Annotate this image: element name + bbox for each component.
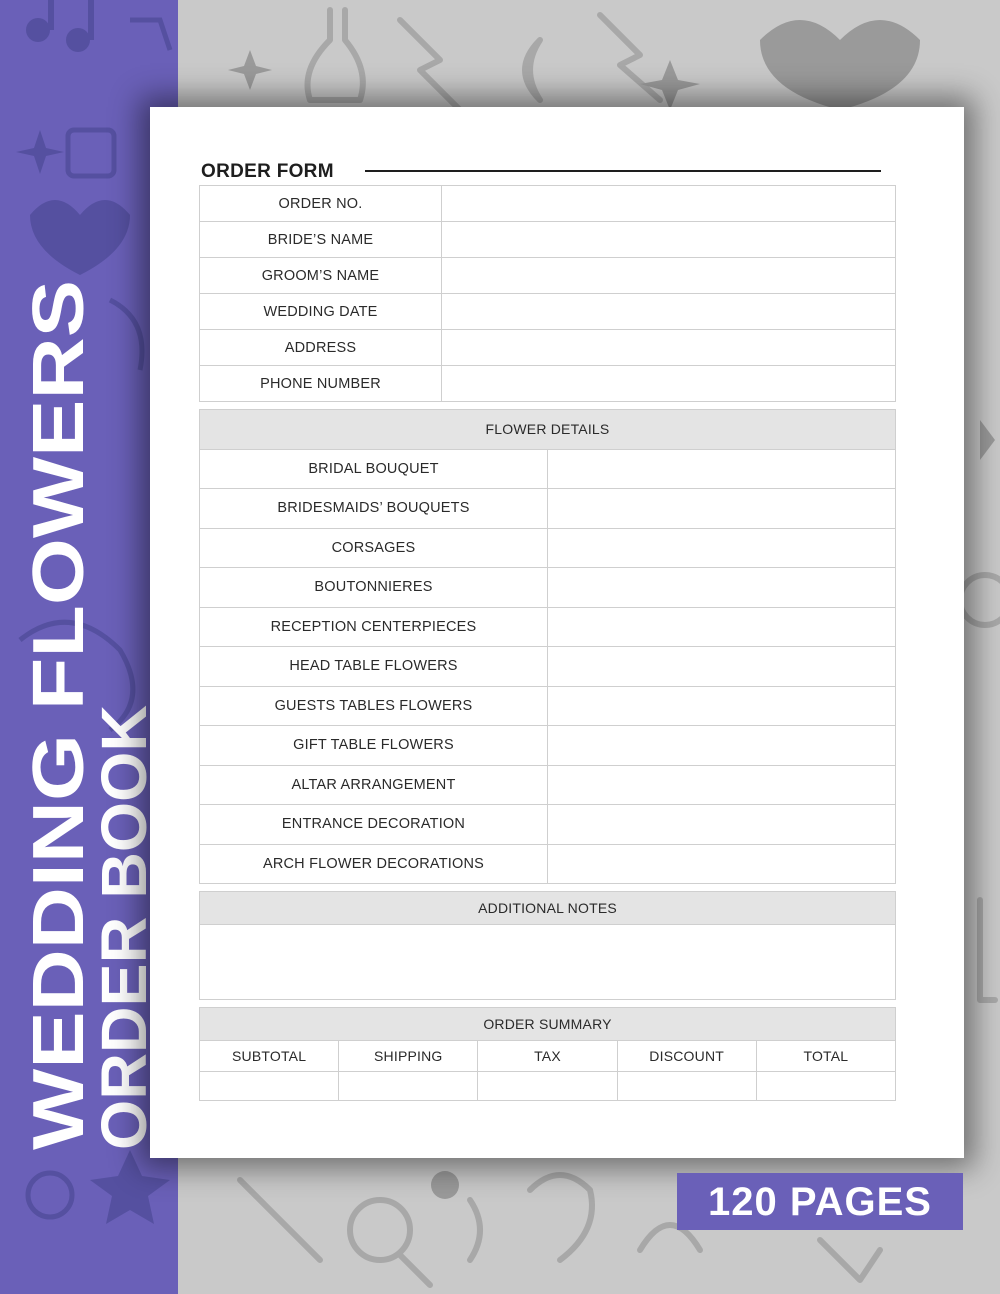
- field-label: ENTRANCE DECORATION: [200, 805, 548, 845]
- order-summary-table: [199, 1007, 896, 1101]
- table-row: [200, 294, 896, 330]
- cover-title-line2: ORDER BOOK: [88, 709, 160, 1150]
- moon-icon: [525, 40, 540, 100]
- table-row: [200, 568, 896, 608]
- additional-notes-field[interactable]: [200, 925, 896, 1000]
- boutonnieres-field[interactable]: [548, 568, 896, 608]
- total-field[interactable]: [756, 1072, 895, 1101]
- cover-title-line1: WEDDING FLOWERS: [19, 422, 99, 1150]
- bride-name-field[interactable]: [442, 222, 896, 258]
- tax-field[interactable]: [478, 1072, 617, 1101]
- groom-name-field[interactable]: [442, 258, 896, 294]
- field-label: HEAD TABLE FLOWERS: [200, 647, 548, 687]
- field-label: BRIDAL BOUQUET: [200, 449, 548, 489]
- phone-icon: [530, 1175, 592, 1260]
- section-header-row: [200, 1008, 896, 1041]
- tax-column-header: TAX: [478, 1041, 617, 1072]
- table-row: [200, 844, 896, 884]
- dot-icon: [431, 1171, 459, 1199]
- title-divider: [365, 170, 881, 172]
- head-table-flowers-field[interactable]: [548, 647, 896, 687]
- table-row: [200, 330, 896, 366]
- order-no-field[interactable]: [442, 186, 896, 222]
- sparkle-icon: [640, 60, 700, 110]
- flower-details-table: [199, 409, 896, 884]
- form-title-row: [199, 157, 897, 185]
- table-row: [200, 607, 896, 647]
- sparkle-icon: [228, 50, 272, 90]
- subtotal-field[interactable]: [200, 1072, 339, 1101]
- field-label: CORSAGES: [200, 528, 548, 568]
- page-count-badge: 120 PAGES: [677, 1173, 963, 1230]
- address-field[interactable]: [442, 330, 896, 366]
- section-header-row: [200, 892, 896, 925]
- field-label: GUESTS TABLES FLOWERS: [200, 686, 548, 726]
- summary-values-row: [200, 1072, 896, 1101]
- arch-flower-decorations-field[interactable]: [548, 844, 896, 884]
- bottle-icon: [980, 900, 995, 1000]
- bottle-icon: [308, 10, 363, 100]
- table-row: [200, 449, 896, 489]
- total-column-header: TOTAL: [756, 1041, 895, 1072]
- circle-icon: [960, 575, 1000, 625]
- table-row: [200, 805, 896, 845]
- table-row: [200, 686, 896, 726]
- field-label: BOUTONNIERES: [200, 568, 548, 608]
- table-row: [200, 222, 896, 258]
- phone-number-field[interactable]: [442, 366, 896, 402]
- wedding-date-field[interactable]: [442, 294, 896, 330]
- shipping-column-header: SHIPPING: [339, 1041, 478, 1072]
- order-form-page: [150, 107, 964, 1158]
- field-label: GROOM’S NAME: [200, 258, 442, 294]
- lightning-icon: [600, 15, 660, 100]
- corsages-field[interactable]: [548, 528, 896, 568]
- table-row: [200, 366, 896, 402]
- discount-column-header: DISCOUNT: [617, 1041, 756, 1072]
- entrance-decoration-field[interactable]: [548, 805, 896, 845]
- table-row: [200, 186, 896, 222]
- field-label: GIFT TABLE FLOWERS: [200, 726, 548, 766]
- section-header-row: [200, 410, 896, 450]
- guests-tables-flowers-field[interactable]: [548, 686, 896, 726]
- order-summary-header: ORDER SUMMARY: [200, 1008, 896, 1041]
- lightning-icon: [400, 20, 460, 110]
- table-row: [200, 258, 896, 294]
- order-info-table: [199, 185, 896, 402]
- table-row: [200, 925, 896, 1000]
- flower-details-header: FLOWER DETAILS: [200, 410, 896, 450]
- field-label: WEDDING DATE: [200, 294, 442, 330]
- field-label: ADDRESS: [200, 330, 442, 366]
- field-label: ALTAR ARRANGEMENT: [200, 765, 548, 805]
- summary-columns-row: [200, 1041, 896, 1072]
- shipping-field[interactable]: [339, 1072, 478, 1101]
- table-row: [200, 726, 896, 766]
- discount-field[interactable]: [617, 1072, 756, 1101]
- additional-notes-table: [199, 891, 896, 1000]
- field-label: RECEPTION CENTERPIECES: [200, 607, 548, 647]
- additional-notes-header: ADDITIONAL NOTES: [200, 892, 896, 925]
- field-label: PHONE NUMBER: [200, 366, 442, 402]
- gift-table-flowers-field[interactable]: [548, 726, 896, 766]
- bridal-bouquet-field[interactable]: [548, 449, 896, 489]
- bandage-icon: [240, 1180, 320, 1260]
- table-row: [200, 528, 896, 568]
- field-label: BRIDESMAIDS’ BOUQUETS: [200, 489, 548, 529]
- table-row: [200, 489, 896, 529]
- table-row: [200, 765, 896, 805]
- magnifier-icon: [350, 1200, 410, 1260]
- bridesmaids-bouquets-field[interactable]: [548, 489, 896, 529]
- form-title: ORDER FORM: [201, 161, 334, 182]
- table-row: [200, 647, 896, 687]
- altar-arrangement-field[interactable]: [548, 765, 896, 805]
- heart-icon: [760, 20, 920, 110]
- subtotal-column-header: SUBTOTAL: [200, 1041, 339, 1072]
- reception-centerpieces-field[interactable]: [548, 607, 896, 647]
- field-label: ARCH FLOWER DECORATIONS: [200, 844, 548, 884]
- field-label: BRIDE’S NAME: [200, 222, 442, 258]
- field-label: ORDER NO.: [200, 186, 442, 222]
